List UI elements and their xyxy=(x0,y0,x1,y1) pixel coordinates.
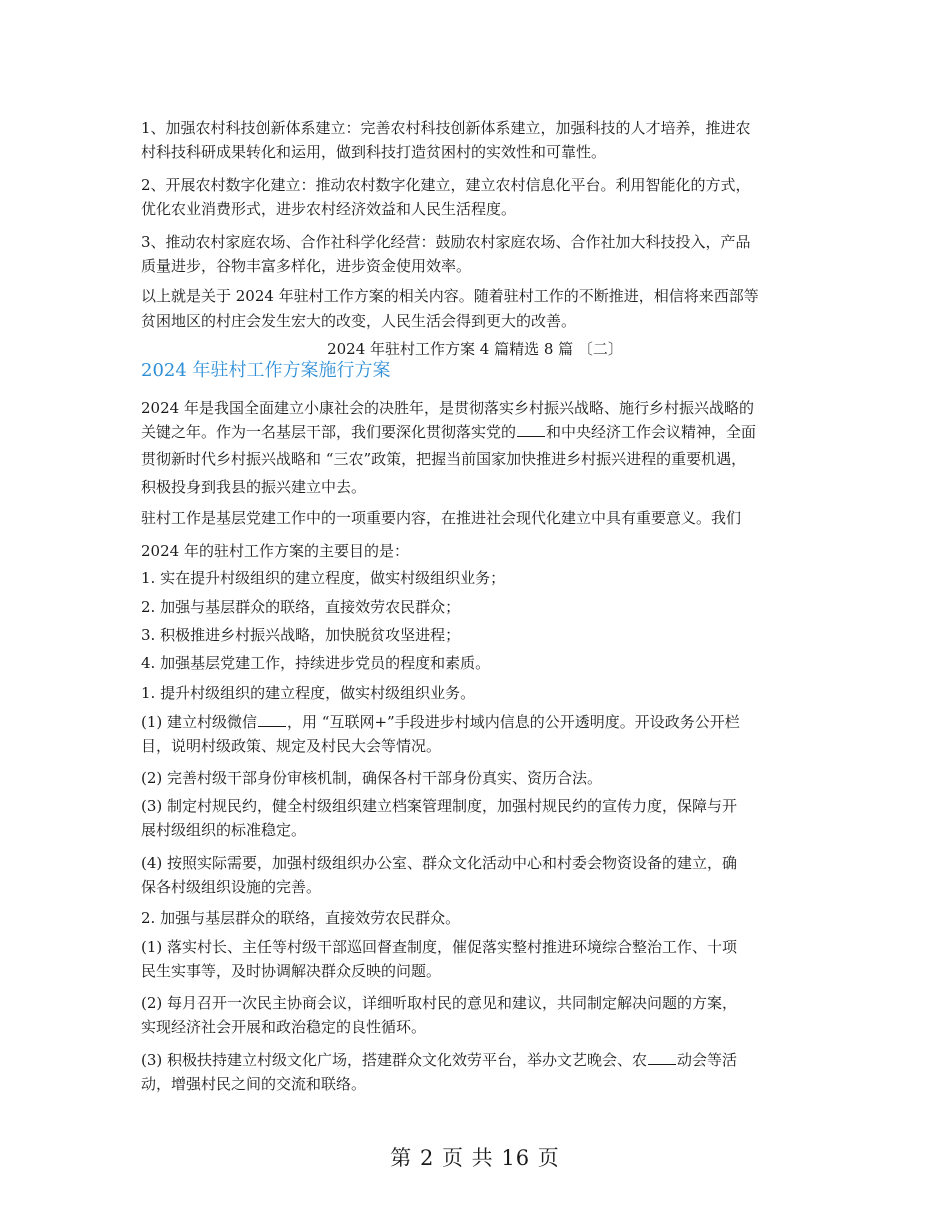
text-segment: (1) 建立村级微信 xyxy=(141,713,258,731)
list-item: (4) 按照实际需要，加强村级组织办公室、群众文化活动中心和村委会物资设备的建立，确 xyxy=(141,854,738,872)
blank-underline xyxy=(258,725,286,727)
text-segment: (3) 积极扶持建立村级文化广场，搭建群众文化效劳平台，举办文艺晚会、农 xyxy=(141,1051,648,1069)
list-item xyxy=(141,1049,821,1071)
subheading: 1. 提升村级组织的建立程度，做实村级组织业务。 xyxy=(141,684,476,702)
text-segment: 动会等活 xyxy=(677,1051,738,1069)
paragraph-line: 以上就是关于 2024 年驻村工作方案的相关内容。随着驻村工作的不断推进，相信将来西部等 xyxy=(141,287,759,305)
center-title: 2024 年驻村工作方案 4 篇精选 8 篇 〔二〕 xyxy=(327,340,623,358)
paragraph-line: 民生实事等，及时协调解决群众反映的问题。 xyxy=(141,962,442,980)
paragraph-line: 2024 年的驻村工作方案的主要目的是： xyxy=(141,542,409,560)
list-item: (2) 每月召开一次民主协商会议，详细听取村民的意见和建议，共同制定解决问题的方案， xyxy=(141,994,738,1012)
list-item: (3) 制定村规民约，健全村级组织建立档案管理制度，加强村规民约的宣传力度，保障与开 xyxy=(141,797,738,815)
paragraph-line: 3、推动农村家庭农场、合作社科学化经营：鼓励农村家庭农场、合作社加大科技投入，产品 xyxy=(141,233,751,251)
paragraph-line: 驻村工作是基层党建工作中的一项重要内容，在推进社会现代化建立中具有重要意义。我们 xyxy=(141,509,742,527)
text-segment: ，用 “互联网+”手段进步村域内信息的公开透明度。开设政务公开栏 xyxy=(287,713,740,731)
paragraph-line: 目，说明村级政策、规定及村民大会等情况。 xyxy=(141,737,442,755)
list-item: 2. 加强与基层群众的联络，直接效劳农民群众； xyxy=(141,598,461,616)
list-item xyxy=(141,711,821,733)
text-segment: 关键之年。作为一名基层干部，我们要深化贯彻落实党的 xyxy=(141,423,517,441)
paragraph-line: 1、加强农村科技创新体系建立：完善农村科技创新体系建立，加强科技的人才培养，推进农 xyxy=(141,119,751,137)
paragraph-line: 贯彻新时代乡村振兴战略和 “三农”政策，把握当前国家加快推进乡村振兴进程的重要机遇， xyxy=(141,450,747,468)
list-item: (1) 落实村长、主任等村级干部巡回督查制度，催促落实整村推进环境综合整治工作、十项 xyxy=(141,938,738,956)
list-item: 4. 加强基层党建工作，持续进步党员的程度和素质。 xyxy=(141,654,491,672)
paragraph-line: 2024 年是我国全面建立小康社会的决胜年，是贯彻落实乡村振兴战略、施行乡村振兴战略的 xyxy=(141,399,754,417)
subheading: 2. 加强与基层群众的联络，直接效劳农民群众。 xyxy=(141,909,461,927)
paragraph-line: 保各村级组织设施的完善。 xyxy=(141,878,322,896)
paragraph-line: 展村级组织的标准稳定。 xyxy=(141,821,307,839)
paragraph-line: 村科技科研成果转化和运用，做到科技打造贫困村的实效性和可靠性。 xyxy=(141,143,607,161)
paragraph-line: 质量进步，谷物丰富多样化，进步资金使用效率。 xyxy=(141,257,472,275)
section-title: 2024 年驻村工作方案施行方案 xyxy=(141,360,391,381)
page-footer: 第 2 页 共 16 页 xyxy=(390,1146,560,1170)
blank-underline xyxy=(648,1063,676,1065)
paragraph-line: 实现经济社会开展和政治稳定的良性循环。 xyxy=(141,1018,427,1036)
list-item: 1. 实在提升村级组织的建立程度，做实村级组织业务； xyxy=(141,569,506,587)
paragraph-line: 动，增强村民之间的交流和联络。 xyxy=(141,1075,367,1093)
paragraph-line xyxy=(141,421,821,443)
list-item: (2) 完善村级干部身份审核机制，确保各村干部身份真实、资历合法。 xyxy=(141,769,603,787)
paragraph-line: 贫困地区的村庄会发生宏大的改变，人民生活会得到更大的改善。 xyxy=(141,312,577,330)
blank-underline xyxy=(517,435,545,437)
paragraph-line: 积极投身到我县的振兴建立中去。 xyxy=(141,478,367,496)
list-item: 3. 积极推进乡村振兴战略，加快脱贫攻坚进程； xyxy=(141,626,461,644)
paragraph-line: 2、开展农村数字化建立：推动农村数字化建立，建立农村信息化平台。利用智能化的方式， xyxy=(141,176,751,194)
text-segment: 和中央经济工作会议精神，全面 xyxy=(546,423,757,441)
paragraph-line: 优化农业消费形式，进步农村经济效益和人民生活程度。 xyxy=(141,200,517,218)
